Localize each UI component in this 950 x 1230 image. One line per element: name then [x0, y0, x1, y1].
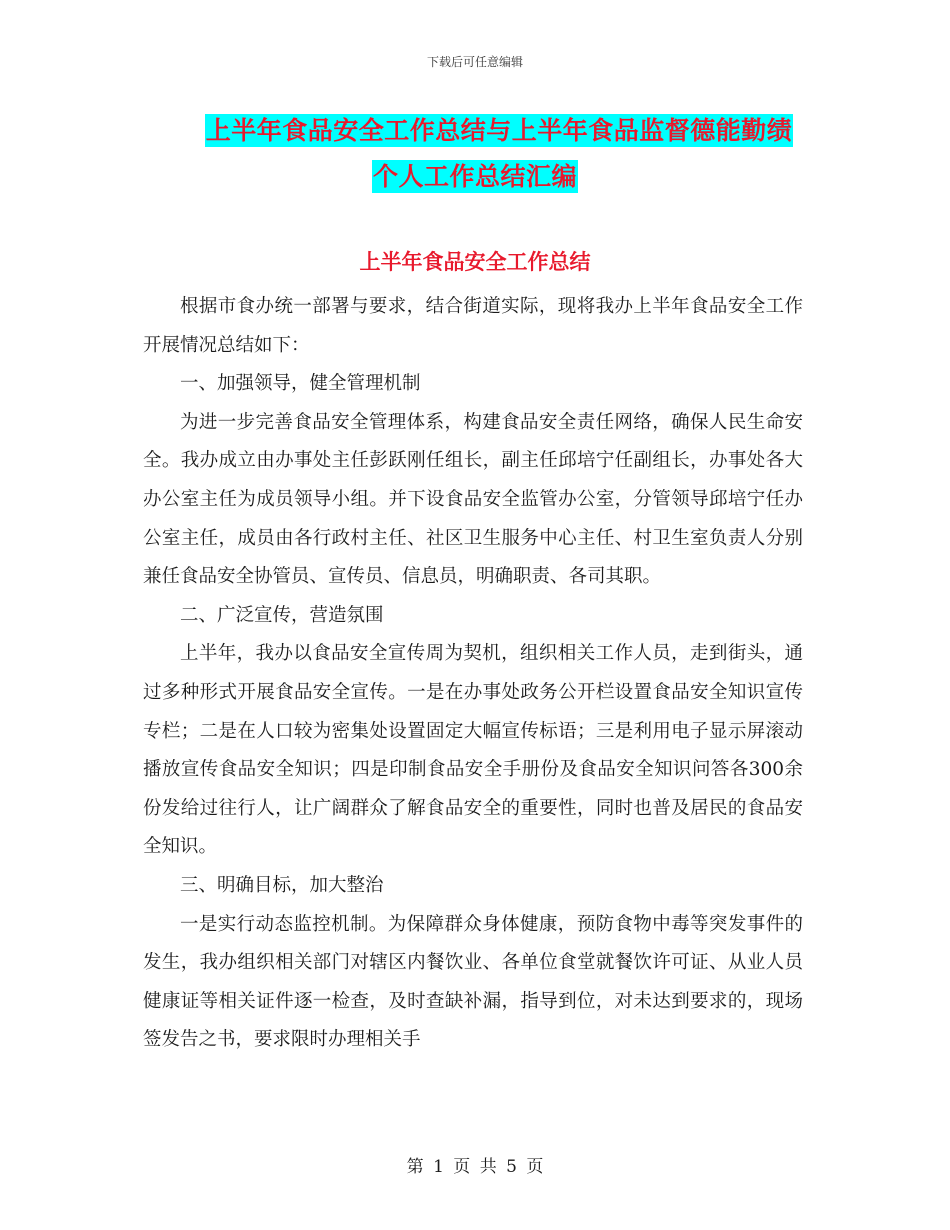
page-footer: 第 1 页 共 5 页 — [406, 1157, 544, 1177]
section-title: 上半年食品安全工作总结 — [359, 249, 591, 274]
heading-3: 三、明确目标，加大整治 — [180, 874, 384, 896]
title-line-2-text: 个人工作总结汇编 — [372, 162, 577, 191]
document-title — [0, 108, 950, 200]
title-line-1 — [0, 108, 950, 154]
paragraph-3: 一是实行动态监控机制。为保障群众身体健康，预防食物中毒等突发事件的发生，我办组织相关部门对辖区内餐饮业、各单位食堂就餐饮许可证、从业人员健康证等相关证件逐一检查，及时查缺补漏，指导到位，对未达到要求的，现场签发告之书，要求限时办理相关手 — [143, 913, 803, 1051]
paragraph-1: 为进一步完善食品安全管理体系，构建食品安全责任网络，确保人民生命安全。我办成立由办事处主任彭跃刚任组长，副主任邱培宁任副组长，办事处各大办公室主任为成员领导小组。并下设食品安全监管办公室，分管领导邱培宁任办公室主任，成员由各行政村主任、社区卫生服务中心主任、村卫生室负责人分别兼任食品安全协管员、宣传员、信息员，明确职责、各司其职。 — [143, 411, 803, 588]
heading-2: 二、广泛宣传，营造氛围 — [180, 604, 384, 626]
paragraph-intro: 根据市食办统一部署与要求，结合街道实际，现将我办上半年食品安全工作开展情况总结如下： — [143, 296, 803, 356]
heading-1: 一、加强领导，健全管理机制 — [180, 373, 421, 395]
header-note: 下载后可任意编辑 — [426, 55, 523, 69]
title-line-1-text: 上半年食品安全工作总结与上半年食品监督德能勤绩 — [205, 116, 793, 145]
paragraph-2: 上半年，我办以食品安全宣传周为契机，组织相关工作人员，走到街头，通过多种形式开展食品安全宣传。一是在办事处政务公开栏设置食品安全知识宣传专栏；二是在人口较为密集处设置固定大幅宣传标语；三是利用电子显示屏滚动播放宣传食品安全知识；四是印制食品安全手册份及食品安全知识问答各300余份发给过往行人，让广阔群众了解食品安全的重要性，同时也普及居民的食品安全知识。 — [143, 643, 803, 858]
title-line-2 — [0, 154, 950, 200]
body-content — [143, 288, 803, 1060]
